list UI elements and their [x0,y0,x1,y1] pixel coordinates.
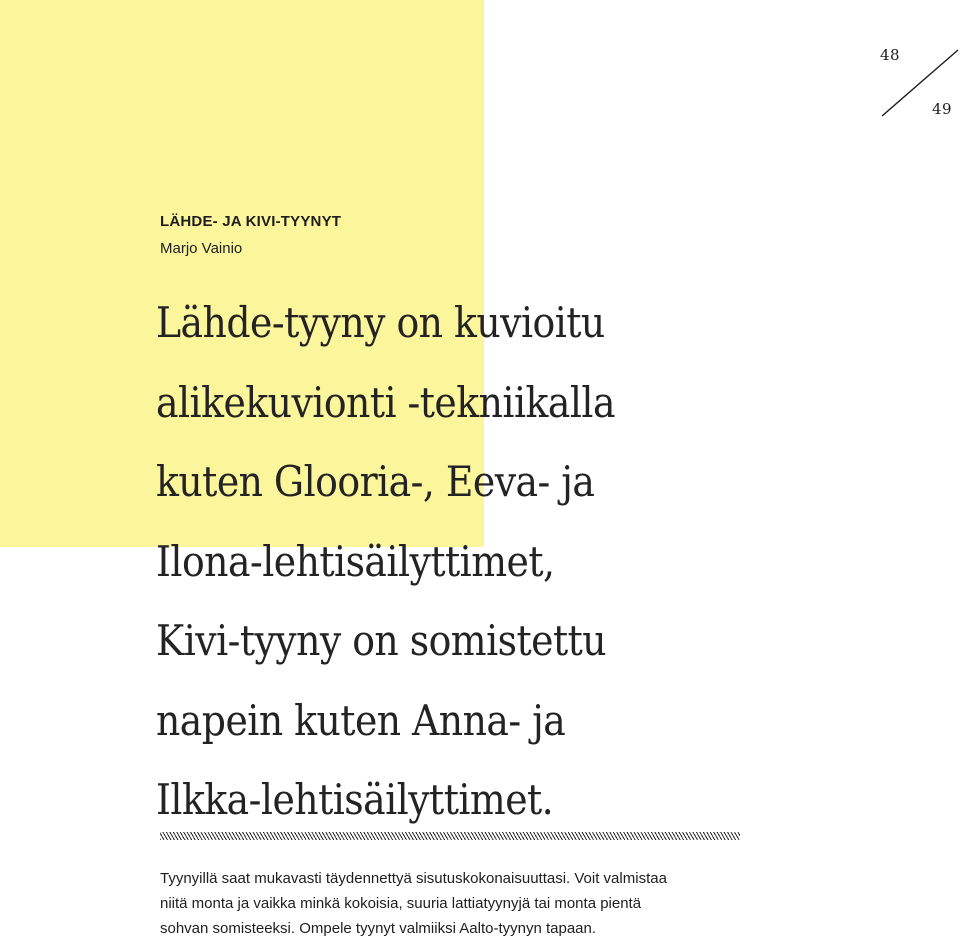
article-body [160,866,770,941]
article-kicker: LÄHDE- JA KIVI-TYYNYT [160,213,342,230]
body-line: sohvan somisteeksi. Ompele tyynyt valmiiksi Aalto-tyynyn tapaan. [160,920,597,937]
body-line: niitä monta ja vaikka minkä kokoisia, suuria lattiatyynyjä tai monta pientä [160,895,642,912]
headline-line: Ilona-lehtisäilyttimet, [156,536,555,586]
headline-line: napein kuten Anna- ja [156,695,566,745]
page-number-right: 49 [932,100,953,118]
headline-line: Lähde-tyyny on kuvioitu [156,298,605,347]
article-headline [156,283,714,840]
headline-line: Kivi-tyyny on somistettu [156,616,607,665]
article-author: Marjo Vainio [160,240,243,257]
page-number-left: 48 [880,46,901,64]
body-line: Tyynyillä saat mukavasti täydennettyä sisutuskokonaisuuttasi. Voit valmistaa [160,870,667,887]
headline-line: Ilkka-lehtisäilyttimet. [156,775,554,824]
hatched-divider [160,832,740,840]
headline-line: alikekuvionti -tekniikalla [156,377,615,427]
headline-line: kuten Glooria-, Eeva- ja [156,457,595,506]
